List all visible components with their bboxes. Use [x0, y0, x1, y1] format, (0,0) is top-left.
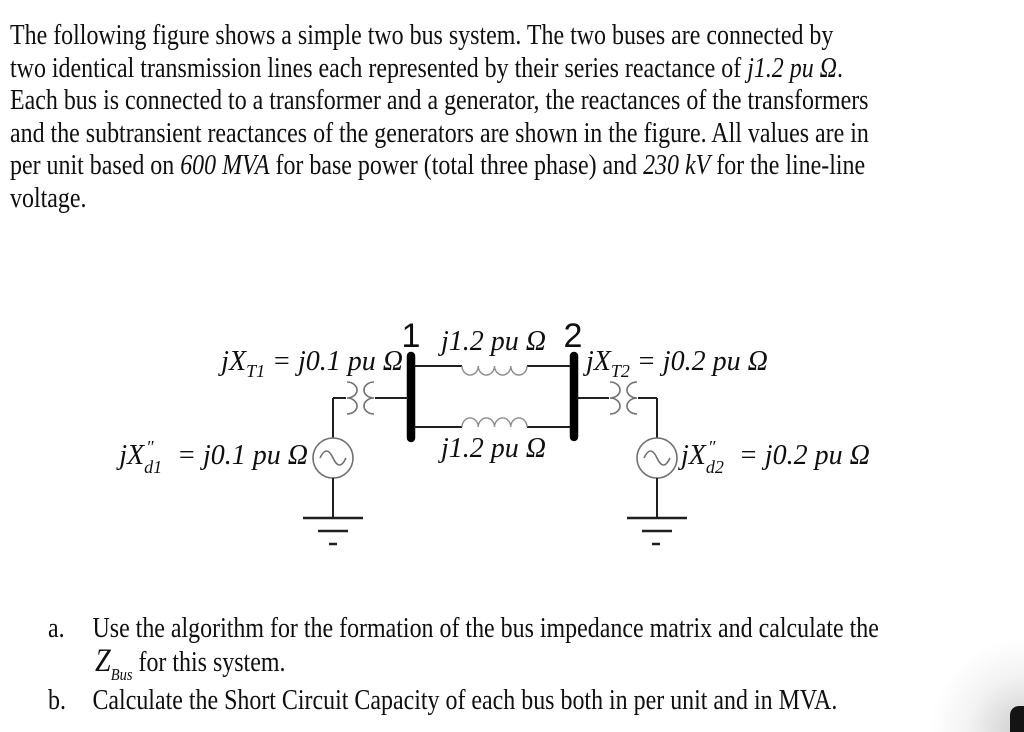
inductor-top-icon [462, 366, 527, 375]
math-prime: ″ [707, 437, 716, 457]
transmission-line-bottom [414, 418, 570, 427]
text-segment: per unit based on [10, 150, 181, 181]
math-var: jX [681, 440, 706, 471]
math-value: = j0.1 pu Ω [265, 346, 403, 377]
math-prime: ″ [146, 437, 154, 457]
intro-line-4 [10, 118, 869, 151]
transformer1-icon [333, 382, 408, 414]
text-segment: for the line-line [710, 150, 866, 181]
math-subscript: T1 [246, 361, 266, 381]
math-var: jX [119, 440, 145, 471]
transformer2-label [586, 348, 768, 385]
transmission-line-top [414, 366, 570, 375]
ground1-icon [303, 518, 363, 544]
math-sup-sub [705, 437, 732, 477]
text-segment: Use the algorithm for the formation of the bus impedance matrix and calculate the [92, 613, 879, 644]
math-value: = j0.2 pu Ω [629, 346, 768, 377]
text-segment: for this system. [132, 647, 286, 678]
text-segment: The following figure shows a simple two bus system. The two buses are connected by [10, 20, 834, 51]
intro-line-5 [10, 150, 869, 183]
tline-top-label: j1.2 pu Ω [441, 326, 547, 357]
inductor-bottom-icon [462, 418, 527, 427]
text-segment: voltage. [10, 182, 87, 214]
intro-line-3 [10, 85, 869, 118]
math-subscript: T2 [610, 361, 630, 381]
intro-paragraph [10, 20, 1015, 215]
ground2-icon [627, 518, 687, 544]
generator2-icon [637, 398, 677, 518]
text-segment: Calculate the Short Circuit Capacity of each bus both in per unit and in MVA. [92, 685, 838, 716]
math-subscript: d2 [705, 457, 724, 477]
math-var: jX [221, 346, 247, 377]
math-subscript: Bus [110, 665, 133, 684]
bus2-number: 2 [563, 317, 583, 355]
text-segment: . [836, 52, 843, 84]
intro-line-6 [10, 183, 869, 216]
math-segment: 600 MVA [180, 150, 270, 181]
text-segment: Each bus is connected to a transformer and a generator, the reactances of the transformers [10, 85, 869, 116]
math-segment: j1.2 pu Ω [747, 52, 837, 84]
item-b-line [48, 687, 837, 715]
math-value: = j0.1 pu Ω [170, 440, 308, 471]
text-segment: for base power (total three phase) and [269, 150, 644, 181]
corner-shape [1010, 706, 1024, 732]
math-var: Z [95, 643, 111, 679]
generator1-icon [313, 398, 353, 518]
math-segment: 230 kV [643, 150, 711, 181]
text-segment: two identical transmission lines each represented by their series reactance of [10, 52, 748, 84]
bus1-number: 1 [401, 317, 421, 355]
item-b-marker: b. [48, 685, 66, 716]
item-a-line2 [95, 643, 286, 689]
tline-bottom-label: j1.2 pu Ω [441, 433, 547, 464]
generator1-label [119, 437, 308, 477]
text-segment: and the subtransient reactances of the generators are shown in the figure. All values are in [10, 117, 869, 149]
intro-line-1 [10, 20, 869, 53]
math-var: jX [586, 346, 611, 377]
math-subscript: d1 [144, 457, 163, 477]
transformer1-label [221, 348, 403, 385]
math-value: = j0.2 pu Ω [731, 440, 870, 471]
intro-line-2 [10, 53, 869, 86]
transformer2-icon [577, 382, 657, 414]
math-sup-sub [144, 437, 170, 477]
item-a-line1 [48, 615, 879, 643]
generator2-label [681, 437, 870, 477]
item-a-marker: a. [48, 613, 65, 644]
